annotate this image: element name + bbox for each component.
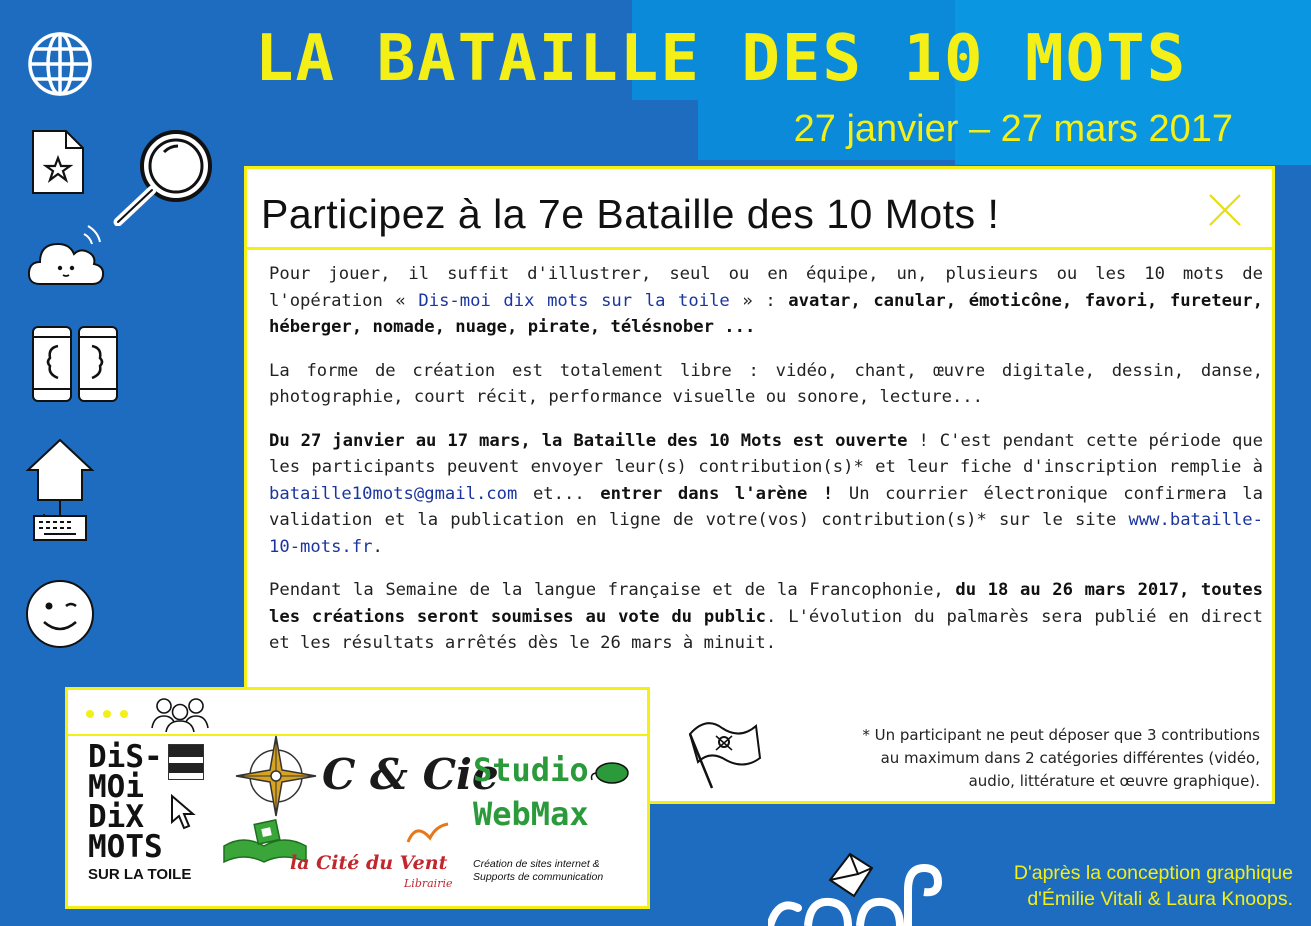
document-star-icon[interactable] (30, 128, 86, 196)
page-dates: 27 janvier – 27 mars 2017 (793, 108, 1233, 150)
text: Pour jouer, il suffit d'illustrer, seul ou en équipe, un, plusieurs ou les 10 mots de l'opération « (269, 264, 1263, 311)
house-keyboard-icon[interactable] (24, 436, 96, 546)
logo-text: Création de sites internet & (473, 858, 600, 870)
cloud-icon[interactable] (26, 222, 106, 288)
credit-line: d'Émilie Vitali & Laura Knoops. (1027, 888, 1293, 910)
bird-icon (404, 818, 452, 848)
people-icon (150, 694, 212, 732)
paragraph-dates (269, 428, 1263, 561)
paragraph-forms: La forme de création est totalement libre : vidéo, chant, œuvre digitale, dessin, danse, photographie, court récit, performance visuelle ou sonore, lecture... (269, 360, 1263, 407)
operation-link[interactable]: Dis-moi dix mots sur la toile (418, 290, 730, 311)
footnote-line: audio, littérature et œuvre graphique). (968, 772, 1260, 790)
logo-subtitle: SUR LA TOILE (88, 866, 192, 883)
footnote-line: * Un participant ne peut déposer que 3 contributions (862, 726, 1260, 744)
footnote (790, 724, 1260, 793)
credit (1014, 860, 1293, 912)
mouse-icon (590, 760, 630, 786)
logo-cie[interactable]: C & Cie (322, 750, 499, 799)
logo-cite-du-vent[interactable]: la Cité du Vent (290, 852, 448, 874)
footnote-line: au maximum dans 2 catégories différentes (vidéo, (880, 749, 1260, 767)
text-bold: du 18 au 26 mars 2017, toutes les créations seront soumises au vote du public (269, 580, 1263, 627)
text: ! C'est pendant cette période que les participants peuvent envoyer leur(s) contribution(s)* et leur fiche d'inscription remplie à (269, 430, 1263, 477)
partners-bar (68, 690, 647, 736)
site-link[interactable]: www.bataille-10-mots.fr (269, 510, 1263, 557)
creature-icon (768, 846, 946, 926)
credit-line: D'après la conception graphique (1013, 862, 1293, 884)
page-title: LA BATAILLE DES 10 MOTS (255, 22, 1188, 96)
logo-studio-subtitle (473, 858, 603, 884)
text: et... (517, 483, 601, 504)
text: . (372, 536, 383, 557)
logo-text: Supports de communication (473, 871, 604, 883)
flag-icon (686, 706, 770, 790)
ministry-emblem (168, 744, 204, 780)
logo-studio-webmax[interactable] (473, 748, 589, 836)
cursor-icon (170, 794, 196, 830)
logo-text: Studio (473, 751, 589, 789)
paragraph-vote (269, 577, 1263, 657)
logo-text: DiX (88, 799, 144, 835)
logo-text: DiS- (88, 739, 163, 775)
text: . L'évolution du palmarès sera publié en direct et les résultats arrêtés dès le 26 mars à minuit. (269, 606, 1263, 653)
dot (120, 710, 128, 718)
logo-cite-subtitle: Librairie (404, 877, 453, 890)
globe-icon[interactable] (26, 30, 94, 98)
close-icon[interactable] (1206, 191, 1244, 229)
panel-body (269, 261, 1263, 674)
email-link[interactable]: bataille10mots@gmail.com (269, 483, 518, 504)
partners-box (65, 687, 650, 909)
logo-text: MOi (88, 769, 144, 805)
text-bold: entrer dans l'arène ! (600, 483, 834, 504)
word-list: avatar, canular, émoticône, favori, fureteur, héberger, nomade, nuage, pirate, télésnober ... (269, 290, 1263, 337)
compass-rose-icon (234, 734, 318, 818)
magnifier-icon[interactable] (108, 126, 218, 226)
logo-text: MOTS (88, 829, 163, 865)
dot (103, 710, 111, 718)
text: Un courrier électronique confirmera la validation et la publication en ligne de votre(vos) contribution(s)* sur le site (269, 483, 1264, 530)
phones-icon[interactable] (30, 324, 120, 404)
text: » : (729, 290, 789, 311)
dot (86, 710, 94, 718)
text: Pendant la Semaine de la langue française et de la Francophonie, (269, 580, 956, 600)
logo-text: WebMax (473, 795, 589, 833)
smiley-icon[interactable] (24, 578, 96, 650)
panel-header (247, 169, 1272, 250)
text-bold: Du 27 janvier au 17 mars, la Bataille des 10 Mots est ouverte (269, 430, 908, 451)
paragraph-rules (269, 261, 1263, 341)
panel-heading: Participez à la 7e Bataille des 10 Mots ! (261, 191, 1000, 237)
